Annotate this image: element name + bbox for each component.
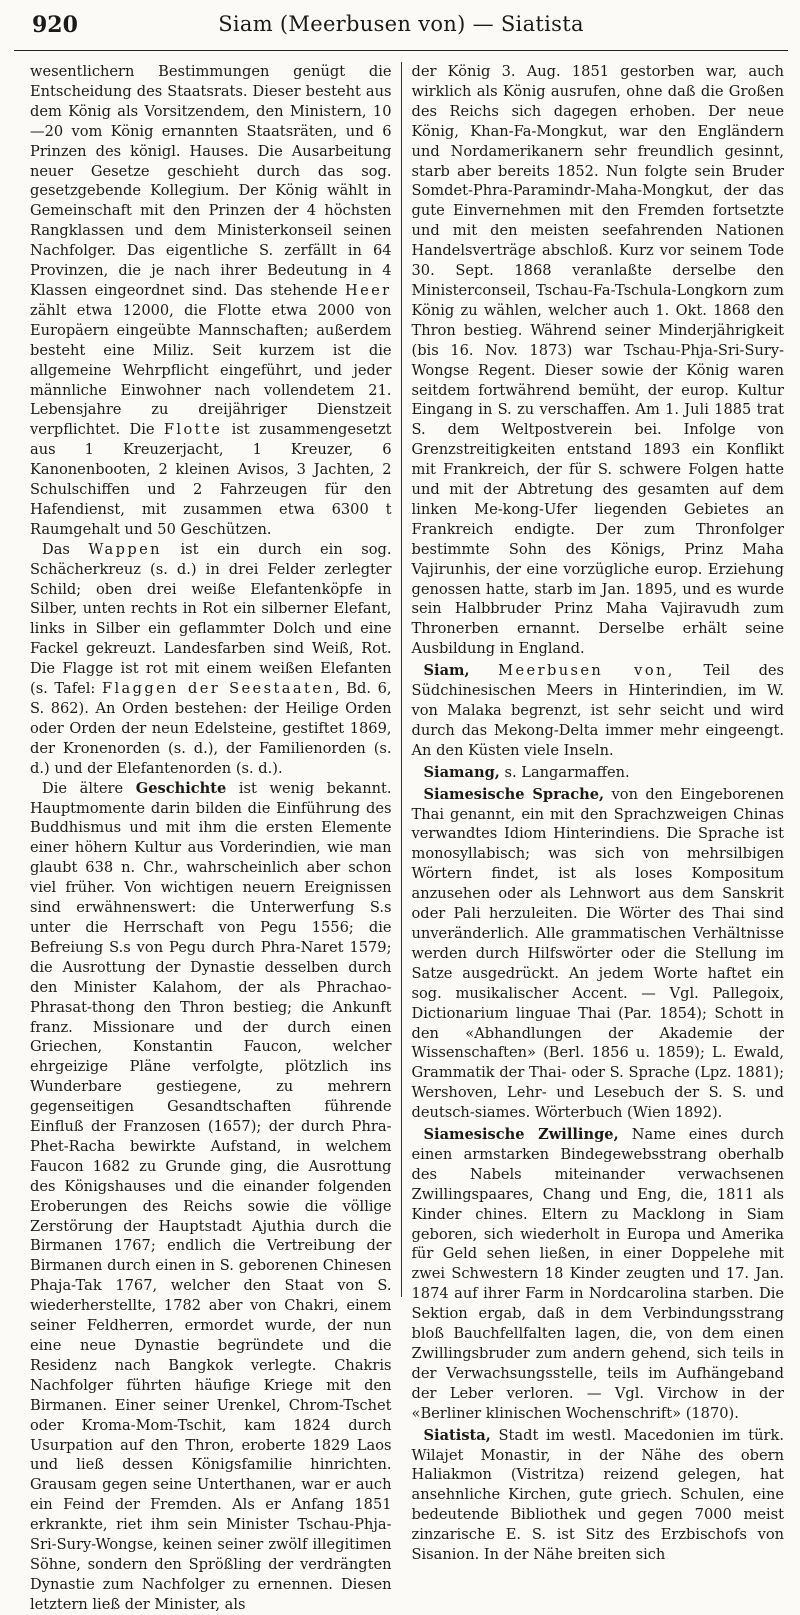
entry-siamesische-zwillinge: Siamesische Zwillinge, Name eines durch einen armstarken Bindegewebsstrang oberhalb des Nabels miteinander verwachsenen Zwillingspaares, Chang und Eng, die, 1811 als Kinder chines. Eltern zu Macklong in Siam geboren, sich wiederholt in Europa und Amerika für Geld sehen ließen, in einer Doppelehe mit zwei Schwestern 18 Kinder zeugten und 17. Jan. 1874 auf ihrer Farm in Nordcarolina starben. Die Sektion ergab, daß in dem Verbindungsstrang bloß Bauchfellfalten lagen, die, von dem einen Zwillingsbruder zum andern gehend, sich teils in der Verwachsungsstelle, teils im Aufhängeband der Leber verloren. — Vgl. Virchow in der «Berliner klinischen Wochenschrift» (1870). [411, 1126, 785, 1422]
entry-siamesische-sprache: Siamesische Sprache, von den Eingeborenen Thai genannt, ein mit den Sprachzweigen Chinas verwandtes Idiom Hinterindiens. Die Sprache ist monosyllabisch; was sich von mehrsilbigen Wörtern findet, ist als loses Kompositum anzusehen oder als Lehnwort aus dem Sanskrit oder Pali herzuleiten. Die Wörter des Thai sind unveränderlich. Alle grammatischen Verhältnisse werden durch Hilfswörter oder die Stellung im Satze ausgedrückt. An jedem Worte haftet ein sog. musikalischer Accent. — Vgl. Pallegoix, Dictionarium linguae Thai (Par. 1854); Schott in den «Abhandlungen der Akademie der Wissenschaften» (Berl. 1856 u. 1859); L. Ewald, Grammatik der Thai- oder S. Sprache (Lpz. 1881); Wershoven, Lehr- und Lesebuch der S. S. und deutsch-siames. Wörterbuch (Wien 1892). [411, 785, 785, 1122]
paragraph-government: wesentlichern Bestimmungen genügt die Entscheidung des Staatsrats. Dieser besteht aus dem König als Vorsitzendem, den Ministern, 10—20 vom König ernannten Staatsräten, und 6 Prinzen des königl. Hauses. Die Ausarbeitung neuer Gesetze geschieht durch das sog. gesetzgebende Kollegium. Der König wählt in Gemeinschaft mit den Prinzen der 4 höchsten Rangklassen und dem Ministerkonseil seinen Nachfolger. Das eigentliche S. zerfällt in 64 Provinzen, die je nach ihrer Bedeutung in 4 Klassen eingeordnet sind. Das stehende Heer zählt etwa 12000, die Flotte etwa 2000 von Europäern eingeübte Mannschaften; außerdem besteht eine Miliz. Seit kurzem ist die allgemeine Wehrpflicht eingeführt, und jeder männliche Einwohner nach vollendetem 21. Lebensjahre zu dreijähriger Dienstzeit verpflichtet. Die Flotte ist zusammengesetzt aus 1 Kreuzerjacht, 1 Kreuzer, 6 Kanonenbooten, 2 kleinen Avisos, 3 Jachten, 2 Schulschiffen und 2 Fahrzeugen für den Hafendienst, mit zusammen etwa 6300 t Raumgehalt und 50 Geschützen. [30, 63, 392, 538]
paragraph-history: Die ältere Geschichte ist wenig bekannt. Hauptmomente darin bilden die Einführung des Buddhismus und mit ihm die ersten Elemente einer höhern Kultur aus Vorderindien, wie man glaubt 638 n. Chr., wahrscheinlich aber schon viel früher. Von wichtigen neuern Ereignissen sind erwähnenswert: die Unterwerfung S.s unter die Herrschaft von Pegu 1556; die Befreiung S.s von Pegu durch Phra-Naret 1579; die Ausrottung der Dynastie desselben durch den Minister Kalahom, der als Phrachao-Phrasat-thong den Thron bestieg; die Ankunft franz. Missionare und der durch einen Griechen, Konstantin Faucon, welcher ehrgeizige Pläne verfolgte, plötzlich ins Wunderbare gestiegene, zu mehrern gegenseitigen Gesandtschaften führende Einfluß der Franzosen (1657); der durch Phra-Phet-Racha bewirkte Aufstand, in welchem Faucon 1682 zu Grunde ging, die Ausrottung des Königshauses und die einander folgenden Eroberungen des Reichs sowie die völlige Zerstörung der Hauptstadt Ajuthia durch die Birmanen 1767; endlich die Vertreibung der Birmanen durch einen in S. geborenen Chinesen Phaja-Tak 1767, welcher den Staat von S. wiederherstellte, 1782 aber von Chakri, einem seiner Feldherren, ermordet wurde, der nun eine neue Dynastie begründete und die Residenz nach Bangkok verlegte. Chakris Nachfolger führten häufige Kriege mit den Birmanen. Einer seiner Urenkel, Chrom-Tschet oder Kroma-Mom-Tschit, kam 1824 durch Usurpation auf den Thron, eroberte 1829 Laos und ließ dessen Königsfamilie hinrichten. Grausam gegen seine Unterthanen, war er auch ein Feind der Fremden. Als er Anfang 1851 erkrankte, riet ihm sein Minister Tschau-Phja-Sri-Sury-Wongse, keinen seiner zwölf illegitimen Söhne, sondern den Sprößling der verdrängten Dynastie zum Nachfolger zu ernennen. Diesen letztern ließ der Minister, als [30, 779, 392, 1613]
entry-headword: Siatista, [423, 1426, 491, 1444]
entry-headword: Siamang, [423, 763, 500, 781]
paragraph-coat-of-arms: Das Wappen ist ein durch ein sog. Schächerkreuz (s. d.) in drei Felder zerlegter Schild; oben drei weiße Elefantenköpfe in Silber, unten rechts in Rot ein silberner Elefant, links in Silber ein geflammter Dolch und eine Fackel gekreuzt. Landesfarben sind Weiß, Rot. Die Flagge ist rot mit einem weißen Elefanten (s. Tafel: Flaggen der Seestaaten, Bd. 6, S. 862). An Orden bestehen: der Heilige Orden oder Orden der neun Edelsteine, gestiftet 1869, der Kronenorden (s. d.), der Familienorden (s. d.) und der Elefantenorden (s. d.). [30, 540, 392, 777]
left-column [14, 62, 401, 1613]
page-number: 920 [32, 12, 78, 38]
right-column [402, 62, 789, 1564]
keyword-geschichte: Geschichte [135, 779, 227, 797]
entry-siam-meerbusen: Siam, Meerbusen von, Teil des Südchinesischen Meers in Hinterindien, im W. von Malaka begrenzt, ist sehr seicht und wird durch das Mekong-Delta immer mehr eingeengt. An den Küsten viele Inseln. [411, 662, 785, 759]
running-title: Siam (Meerbusen von) — Siatista [218, 12, 584, 36]
plate-reference-flags: Flaggen der Seestaaten [101, 680, 336, 698]
keyword-heer: Heer [344, 281, 392, 299]
keyword-flotte: Flotte [163, 421, 223, 439]
entry-headword: Siam, [423, 662, 470, 680]
paragraph-history-continued: der König 3. Aug. 1851 gestorben war, auch wirklich als König ausrufen, ohne daß die Großen des Reichs sich dagegen erhoben. Der neue König, Khan-Fa-Mongkut, war den Engländern und Nordamerikanern sehr freundlich gesinnt, starb aber bereits 1852. Nun folgte sein Bruder Somdet-Phra-Paramindr-Maha-Mongkut, der das gute Einvernehmen mit den Fremden fortsetzte und mit den meisten seefahrenden Nationen Handelsverträge abschloß. Kurz vor seinem Tode 30. Sept. 1868 veranlaßte derselbe den Ministerconseil, Tschau-Fa-Tschula-Longkorn zum König zu wählen, welcher auch 1. Okt. 1868 den Thron bestieg. Während seiner Minderjährigkeit (bis 16. Nov. 1873) war Tschau-Phja-Sri-Sury-Wongse Regent. Dieser sowie der König waren seitdem fortwährend bemüht, der europ. Kultur Eingang in S. zu verschaffen. Am 1. Juli 1885 trat S. dem Weltpostverein bei. Infolge von Grenzstreitigkeiten entstand 1893 ein Konflikt mit Frankreich, der für S. schwere Folgen hatte und mit der Abtretung des gesamten auf dem linken Me-kong-Ufer liegenden Gebietes an Frankreich endigte. Der zum Thronfolger bestimmte Sohn des Königs, Prinz Maha Vajirunhis, der eine vorzügliche europ. Erziehung genossen hatte, starb im Jan. 1895, und es wurde sein Halbbruder Prinz Maha Vajiravudh zum Thronerben ernannt. Derselbe erhält seine Ausbildung in England. [411, 63, 785, 658]
page-header [14, 0, 788, 51]
entry-siamang: Siamang, s. Langarmaffen. [423, 763, 630, 781]
entry-headword: Siamesische Sprache, [423, 785, 605, 803]
entry-siatista: Siatista, Stadt im westl. Macedonien im türk. Wilajet Monastir, in der Nähe des obern Haliakmon (Vistritza) reizend gelegen, hat ansehnliche Kirchen, gute griech. Schulen, eine bedeutende Bibliothek und gegen 7000 meist zinzarische E. S. ist Sitz des Erzbischofs von Sisanion. In der Nähe breiten sich [411, 1426, 785, 1564]
keyword-wappen: Wappen [88, 540, 162, 558]
entry-headword: Siamesische Zwillinge, [423, 1126, 619, 1144]
text-columns [14, 62, 788, 1613]
